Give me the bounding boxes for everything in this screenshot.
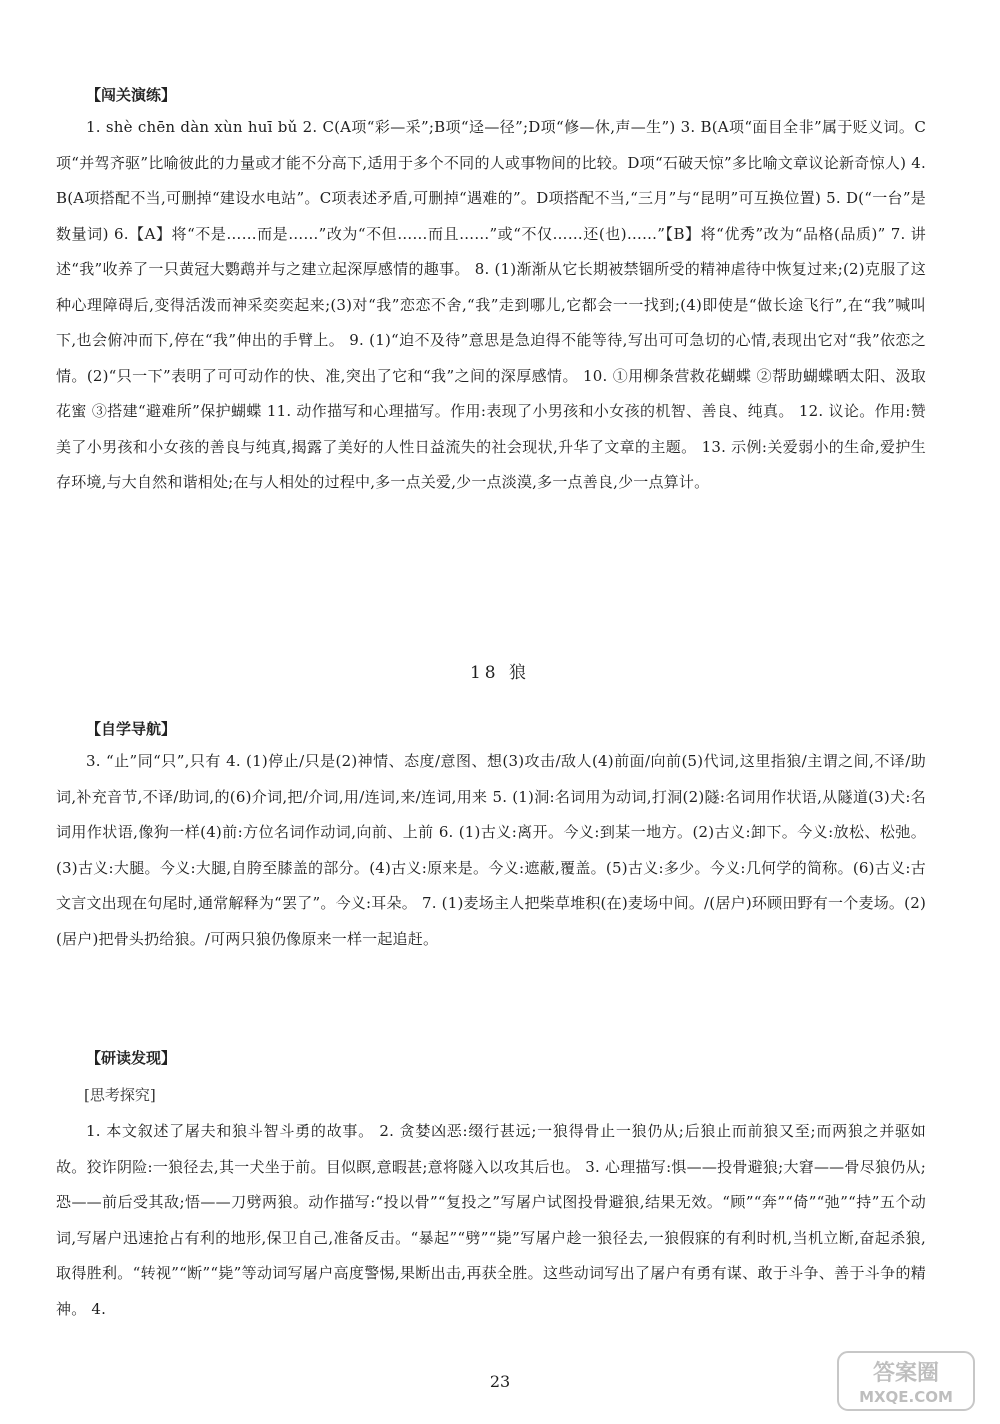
page-number: 23 [489,1372,511,1391]
challenge-answers-paragraph: 1. shè chēn dàn xùn huī bǔ 2. C(A项“彩—采”;B项“迳—径”;D项“修—休,声—生”) 3. B(A项“面目全非”属于贬义词。C项“并驾齐驱”比喻彼此的力量或才能不分高下,适用于多个不同的人或事物间的比较。D项“石破天惊”多比喻文章议论新奇惊人) 4. B(A项搭配不当,可删掉“建设水电站”。C项表述矛盾,可删掉“遇难的”。D项搭配不当,“三月”与“昆明”可互换位置) 5. D(“一台”是数量词) 6.【A】将“不是……而是……”改为“不但……而且……”或“不仅……还(也)……”【B】将“优秀”改为“品格(品质)” 7. 讲述“我”收养了一只黄冠大鹦鹉并与之建立起深厚感情的趣事。 8. (1)渐渐从它长期被禁锢所受的精神虐待中恢复过来;(2)克服了这种心理障碍后,变得活泼而神采奕奕起来;(3)对“我”恋恋不舍,“我”走到哪儿,它都会一一找到;(4)即使是“做长途飞行”,在“我”喊叫下,也会俯冲而下,停在“我”伸出的手臂上。 9. (1)“迫不及待”意思是急迫得不能等待,写出可可急切的心情,表现出它对“我”依恋之情。(2)“只一下”表明了可可动作的快、准,突出了它和“我”之间的深厚感情。 10. ①用柳条营救花蝴蝶 ②帮助蝴蝶晒太阳、汲取花蜜 ③搭建“避难所”保护蝴蝶 11. 动作描写和心理描写。作用:表现了小男孩和小女孩的机智、善良、纯真。 12. 议论。作用:赞美了小男孩和小女孩的善良与纯真,揭露了美好的人性日益流失的社会现状,升华了文章的主题。 13. 示例:关爱弱小的生命,爱护生存环境,与大自然和谐相处;在与人相处的过程中,多一点关爱,少一点淡漠,多一点善良,少一点算计。 [56,118,926,491]
research-answers-paragraph: 1. 本文叙述了屠夫和狼斗智斗勇的故事。 2. 贪婪凶恶:缀行甚远;一狼得骨止一狼仍从;后狼止而前狼又至;而两狼之并驱如故。狡诈阴险:一狼径去,其一犬坐于前。目似瞑,意暇甚;意将隧入以攻其后也。 3. 心理描写:惧——投骨避狼;大窘——骨尽狼仍从;恐——前后受其敌;悟——刀劈两狼。动作描写:“投以骨”“复投之”写屠户试图投骨避狼,结果无效。“顾”“奔”“倚”“弛”“持”五个动词,写屠户迅速抢占有利的地形,保卫自己,准备反击。“暴起”“劈”“毙”写屠户趁一狼径去,一狼假寐的有利时机,当机立断,奋起杀狼,取得胜利。“转视”“断”“毙”等动词写屠户高度警惕,果断出击,再获全胜。这些动词写出了屠户有勇有谋、敢于斗争、善于斗争的精神。 4. [56,1122,926,1318]
selfstudy-answers-paragraph: 3. “止”同“只”,只有 4. (1)停止/只是(2)神情、态度/意图、想(3)攻击/敌人(4)前面/向前(5)代词,这里指狼/主谓之间,不译/助词,补充音节,不译/助词,的(6)介词,把/介词,用/连词,来/连词,用来 5. (1)洞:名词用为动词,打洞(2)隧:名词用作状语,从隧道(3)犬:名词用作状语,像狗一样(4)前:方位名词作动词,向前、上前 6. (1)古义:离开。今义:到某一地方。(2)古义:卸下。今义:放松、松弛。(3)古义:大腿。今义:大腿,自胯至膝盖的部分。(4)古义:原来是。今义:遮蔽,覆盖。(5)古义:多少。今义:几何学的简称。(6)古义:古文言文出现在句尾时,通常解释为“罢了”。今义:耳朵。 7. (1)麦场主人把柴草堆积(在)麦场中间。/(居户)环顾田野有一个麦场。(2)(居户)把骨头扔给狼。/可两只狼仍像原来一样一起追赶。 [56,752,926,948]
watermark-title: 答案圈 [872,1361,940,1386]
challenge-section-label: 【闯关演练】 [86,86,177,104]
watermark-logo [836,1350,976,1412]
research-section-label: 【研读发现】 [86,1049,177,1067]
lesson-title: 18 狼 [469,663,531,683]
think-explore-label: [思考探究] [84,1086,156,1104]
selfstudy-section-label: 【自学导航】 [86,720,177,738]
watermark-url: MXQE.COM [859,1388,953,1406]
